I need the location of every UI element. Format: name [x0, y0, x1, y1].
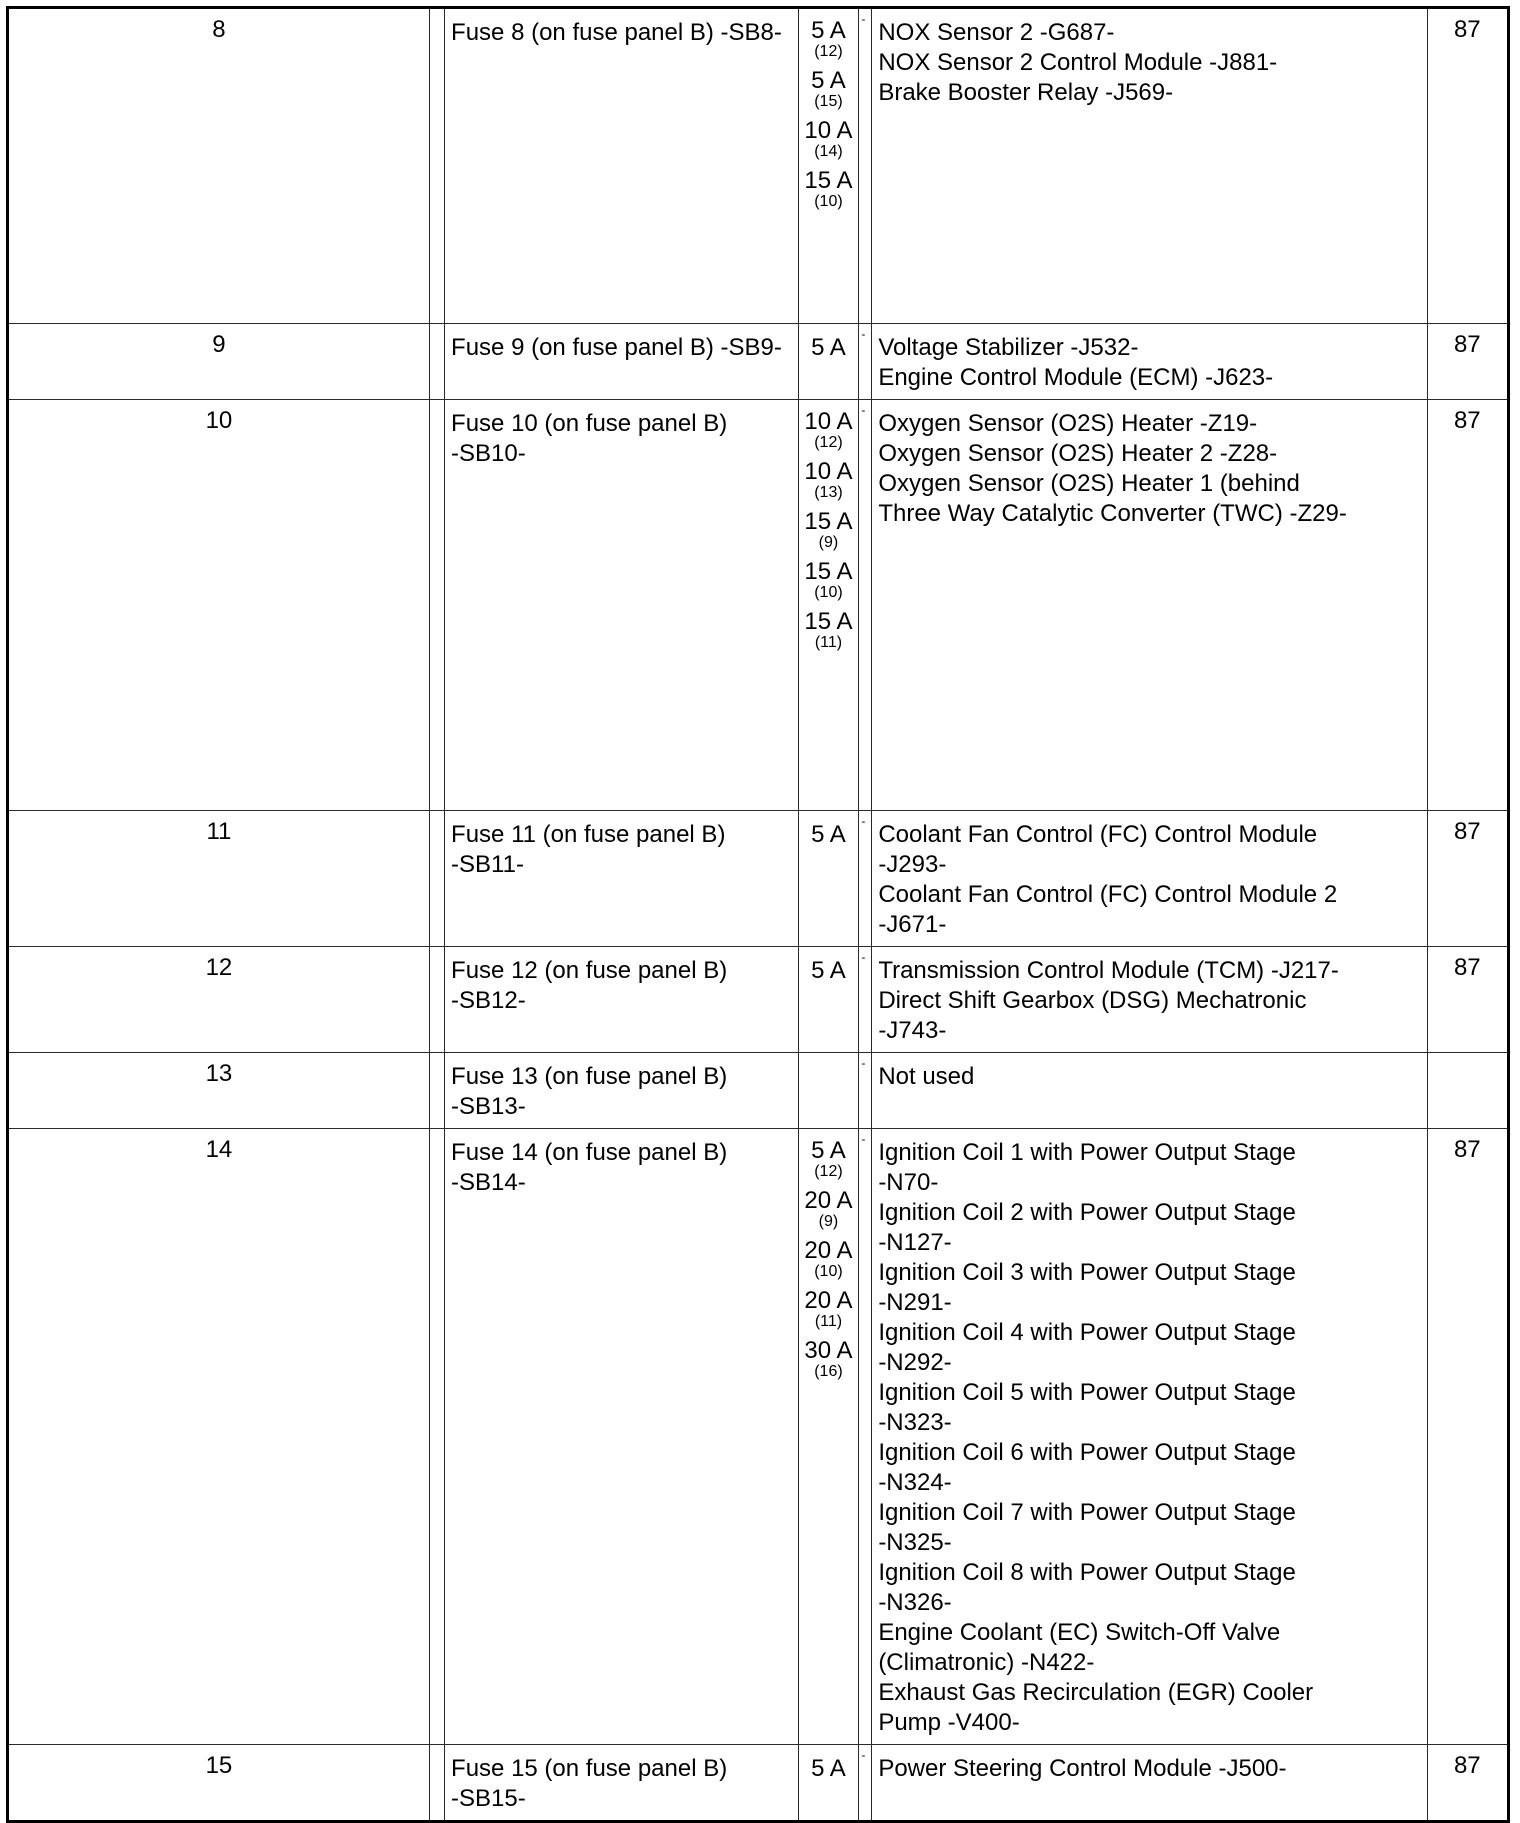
spacer-cell: [429, 400, 444, 811]
amperage-cell: [798, 811, 859, 947]
fuse-description-line: -SB12-: [451, 987, 526, 1014]
component-line: Voltage Stabilizer -J532-: [878, 334, 1139, 361]
fuse-description-line: Fuse 15 (on fuse panel B): [451, 1755, 728, 1782]
amperage-rating: [801, 1238, 857, 1280]
amperage-footnote: (11): [814, 1313, 843, 1330]
component-line: Ignition Coil 7 with Power Output Stage: [878, 1499, 1296, 1526]
fuse-description-cell: [445, 8, 799, 324]
amperage-rating: 5 A: [811, 821, 846, 848]
tick-cell: [859, 8, 872, 324]
fuse-description-line: Fuse 14 (on fuse panel B): [451, 1139, 728, 1166]
components-cell: [872, 811, 1427, 947]
amperage-rating: 5 A: [811, 1755, 846, 1782]
fuse-table-body: [8, 8, 1509, 1822]
component-line: Not used: [878, 1063, 975, 1090]
amperage-rating: [801, 559, 857, 601]
table-row: [8, 324, 1509, 400]
tick-cell: [859, 400, 872, 811]
amperage-footnote: (13): [814, 484, 843, 501]
amperage-rating: [801, 1288, 857, 1330]
amperage-footnote: (9): [818, 1213, 839, 1230]
amperage-rating: [801, 68, 857, 110]
component-line: -J671-: [878, 911, 947, 938]
amperage-value: 15 A: [804, 167, 853, 194]
fuse-number-cell: 13: [8, 1053, 430, 1129]
amperage-rating: [801, 409, 857, 451]
fuse-description-cell: [445, 947, 799, 1053]
component-line: Ignition Coil 2 with Power Output Stage: [878, 1199, 1296, 1226]
component-line: Ignition Coil 4 with Power Output Stage: [878, 1319, 1296, 1346]
amperage-value: 10 A: [804, 117, 853, 144]
amperage-footnote: (16): [814, 1363, 843, 1380]
component-line: Ignition Coil 5 with Power Output Stage: [878, 1379, 1296, 1406]
fuse-description-line: Fuse 13 (on fuse panel B): [451, 1063, 728, 1090]
fuse-table: [6, 6, 1510, 1823]
amperage-footnote: (10): [814, 1263, 843, 1280]
components-cell: [872, 1129, 1427, 1745]
fuse-description-cell: [445, 811, 799, 947]
tick-mark: -: [861, 403, 866, 417]
amperage-footnote: (12): [814, 1163, 843, 1180]
component-line: -N326-: [878, 1589, 952, 1616]
amperage-value: 20 A: [804, 1187, 853, 1214]
fuse-description-cell: [445, 1745, 799, 1822]
component-line: Engine Control Module (ECM) -J623-: [878, 364, 1274, 391]
component-line: -J293-: [878, 851, 947, 878]
tick-cell: [859, 1745, 872, 1822]
component-line: (Climatronic) -N422-: [878, 1649, 1095, 1676]
components-cell: [872, 947, 1427, 1053]
terminal-cell: 87: [1427, 8, 1508, 324]
tick-mark: -: [861, 1748, 866, 1762]
amperage-rating: [801, 1138, 857, 1180]
amperage-footnote: (9): [818, 534, 839, 551]
component-line: Ignition Coil 3 with Power Output Stage: [878, 1259, 1296, 1286]
fuse-number-cell: 11: [8, 811, 430, 947]
component-line: Transmission Control Module (TCM) -J217-: [878, 957, 1339, 984]
tick-mark: -: [861, 1056, 866, 1070]
terminal-cell: 87: [1427, 400, 1508, 811]
table-row: [8, 8, 1509, 324]
components-cell: [872, 324, 1427, 400]
table-row: [8, 811, 1509, 947]
amperage-cell: [798, 400, 859, 811]
fuse-description-cell: [445, 1129, 799, 1745]
amperage-cell: [798, 1745, 859, 1822]
spacer-cell: [429, 811, 444, 947]
components-cell: [872, 400, 1427, 811]
terminal-cell: 87: [1427, 1745, 1508, 1822]
component-line: Oxygen Sensor (O2S) Heater 1 (behind: [878, 470, 1300, 497]
fuse-description-line: Fuse 11 (on fuse panel B): [451, 821, 726, 848]
component-line: NOX Sensor 2 -G687-: [878, 19, 1115, 46]
tick-mark: -: [861, 814, 866, 828]
amperage-footnote: (11): [814, 634, 843, 651]
amperage-cell: [798, 324, 859, 400]
amperage-rating: [801, 459, 857, 501]
fuse-description-cell: [445, 324, 799, 400]
amperage-value: 5 A: [811, 67, 846, 94]
amperage-rating: [801, 1188, 857, 1230]
component-line: -N325-: [878, 1529, 952, 1556]
tick-cell: [859, 1129, 872, 1745]
component-line: Pump -V400-: [878, 1709, 1020, 1736]
amperage-value: 20 A: [804, 1287, 853, 1314]
amperage-footnote: (15): [814, 93, 843, 110]
component-line: Ignition Coil 6 with Power Output Stage: [878, 1439, 1296, 1466]
amperage-footnote: (10): [814, 584, 843, 601]
amperage-value: 5 A: [811, 1137, 846, 1164]
fuse-number-cell: 15: [8, 1745, 430, 1822]
amperage-value: 15 A: [804, 558, 853, 585]
tick-mark: -: [861, 327, 866, 341]
amperage-footnote: (10): [814, 193, 843, 210]
fuse-number-cell: 14: [8, 1129, 430, 1745]
amperage-cell: [798, 947, 859, 1053]
tick-cell: [859, 947, 872, 1053]
component-line: Ignition Coil 8 with Power Output Stage: [878, 1559, 1296, 1586]
amperage-value: 10 A: [804, 458, 853, 485]
component-line: Engine Coolant (EC) Switch-Off Valve: [878, 1619, 1281, 1646]
tick-mark: -: [861, 1132, 866, 1146]
fuse-number-cell: 9: [8, 324, 430, 400]
component-line: -N324-: [878, 1469, 952, 1496]
terminal-cell: 87: [1427, 947, 1508, 1053]
component-line: Power Steering Control Module -J500-: [878, 1755, 1287, 1782]
tick-mark: -: [861, 12, 866, 26]
amperage-footnote: (12): [814, 43, 843, 60]
component-line: Oxygen Sensor (O2S) Heater 2 -Z28-: [878, 440, 1278, 467]
component-line: NOX Sensor 2 Control Module -J881-: [878, 49, 1278, 76]
amperage-footnote: (12): [814, 434, 843, 451]
tick-cell: [859, 324, 872, 400]
component-line: Brake Booster Relay -J569-: [878, 79, 1174, 106]
amperage-footnote: (14): [814, 143, 843, 160]
amperage-value: 15 A: [804, 608, 853, 635]
terminal-cell: 87: [1427, 811, 1508, 947]
table-row: [8, 1129, 1509, 1745]
tick-mark: -: [861, 950, 866, 964]
amperage-cell: [798, 8, 859, 324]
fuse-description-line: -SB11-: [451, 851, 524, 878]
component-line: Coolant Fan Control (FC) Control Module 2: [878, 881, 1338, 908]
tick-cell: [859, 811, 872, 947]
component-line: Oxygen Sensor (O2S) Heater -Z19-: [878, 410, 1258, 437]
spacer-cell: [429, 1053, 444, 1129]
spacer-cell: [429, 947, 444, 1053]
amperage-cell: [798, 1053, 859, 1129]
component-line: Coolant Fan Control (FC) Control Module: [878, 821, 1318, 848]
terminal-cell: 87: [1427, 324, 1508, 400]
component-line: Three Way Catalytic Converter (TWC) -Z29-: [878, 500, 1347, 527]
fuse-description-line: -SB15-: [451, 1785, 526, 1812]
amperage-value: 5 A: [811, 17, 846, 44]
amperage-rating: [801, 1338, 857, 1380]
amperage-value: 15 A: [804, 508, 853, 535]
table-row: [8, 1053, 1509, 1129]
fuse-number-cell: 10: [8, 400, 430, 811]
fuse-description-line: Fuse 8 (on fuse panel B) -SB8-: [451, 19, 782, 46]
component-line: Exhaust Gas Recirculation (EGR) Cooler: [878, 1679, 1314, 1706]
component-line: -N291-: [878, 1289, 952, 1316]
component-line: -N127-: [878, 1229, 952, 1256]
component-line: Direct Shift Gearbox (DSG) Mechatronic: [878, 987, 1307, 1014]
amperage-value: 20 A: [804, 1237, 853, 1264]
amperage-value: 10 A: [804, 408, 853, 435]
fuse-description-cell: [445, 400, 799, 811]
amperage-rating: 5 A: [811, 957, 846, 984]
fuse-description-cell: [445, 1053, 799, 1129]
spacer-cell: [429, 324, 444, 400]
fuse-description-line: Fuse 9 (on fuse panel B) -SB9-: [451, 334, 782, 361]
fuse-description-line: Fuse 12 (on fuse panel B): [451, 957, 728, 984]
fuse-description-line: -SB13-: [451, 1093, 526, 1120]
component-line: -J743-: [878, 1017, 947, 1044]
components-cell: [872, 1745, 1427, 1822]
fuse-description-line: -SB14-: [451, 1169, 526, 1196]
fuse-number-cell: 8: [8, 8, 430, 324]
amperage-rating: [801, 118, 857, 160]
amperage-rating: [801, 609, 857, 651]
fuse-description-line: Fuse 10 (on fuse panel B): [451, 410, 728, 437]
fuse-number-cell: 12: [8, 947, 430, 1053]
component-line: -N323-: [878, 1409, 952, 1436]
fuse-description-line: -SB10-: [451, 440, 526, 467]
table-row: [8, 400, 1509, 811]
terminal-cell: 87: [1427, 1129, 1508, 1745]
spacer-cell: [429, 1745, 444, 1822]
amperage-rating: [801, 18, 857, 60]
spacer-cell: [429, 1129, 444, 1745]
amperage-rating: [801, 168, 857, 210]
table-row: [8, 1745, 1509, 1822]
amperage-rating: [801, 509, 857, 551]
amperage-value: 30 A: [804, 1337, 853, 1364]
tick-cell: [859, 1053, 872, 1129]
component-line: Ignition Coil 1 with Power Output Stage: [878, 1139, 1296, 1166]
terminal-cell: [1427, 1053, 1508, 1129]
amperage-rating: 5 A: [811, 334, 846, 361]
spacer-cell: [429, 8, 444, 324]
component-line: -N70-: [878, 1169, 939, 1196]
amperage-cell: [798, 1129, 859, 1745]
components-cell: [872, 1053, 1427, 1129]
components-cell: [872, 8, 1427, 324]
table-row: [8, 947, 1509, 1053]
component-line: -N292-: [878, 1349, 952, 1376]
